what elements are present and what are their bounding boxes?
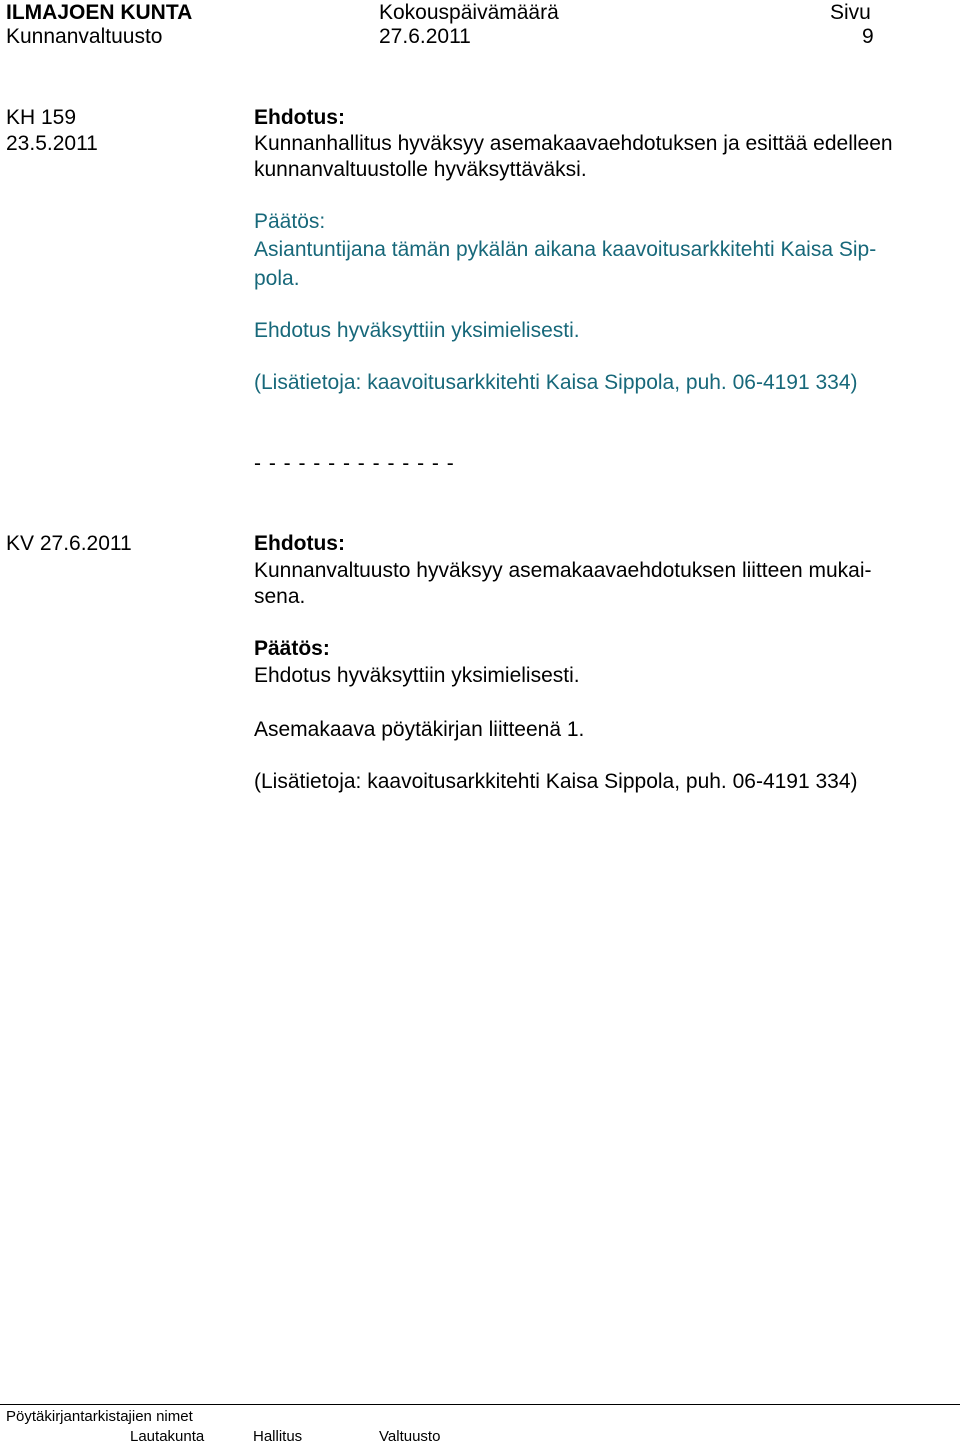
section1-ref: KH 159 (6, 106, 77, 129)
footer-col-government: Hallitus (253, 1428, 303, 1445)
municipality-name: ILMAJOEN KUNTA (6, 1, 193, 24)
footer-rule (0, 1404, 960, 1405)
footer-checkers-label: Pöytäkirjantarkistajien nimet (6, 1408, 193, 1425)
meeting-body: Kunnanvaltuusto (6, 25, 163, 48)
section1-decision-approved: Ehdotus hyväksyttiin yksimielisesti. (254, 319, 580, 342)
section2-proposal-line2: sena. (254, 585, 306, 608)
page-label: Sivu (830, 1, 871, 24)
meeting-date: 27.6.2011 (379, 25, 471, 48)
section-separator: - - - - - - - - - - - - - - (254, 452, 455, 475)
section1-date: 23.5.2011 (6, 132, 98, 155)
section1-decision-line2: pola. (254, 267, 300, 290)
meeting-date-label: Kokouspäivämäärä (379, 1, 559, 24)
section1-info: (Lisätietoja: kaavoitusarkkitehti Kaisa Sippola, puh. 06-4191 334) (254, 371, 858, 394)
section1-decision-line1: Asiantuntijana tämän pykälän aikana kaavoitusarkkitehti Kaisa Sip- (254, 238, 877, 261)
section1-proposal-line1: Kunnanhallitus hyväksyy asemakaavaehdotuksen ja esittää edelleen (254, 132, 893, 155)
section2-info: (Lisätietoja: kaavoitusarkkitehti Kaisa Sippola, puh. 06-4191 334) (254, 770, 858, 793)
section1-decision-heading: Päätös: (254, 210, 326, 233)
section2-ref: KV 27.6.2011 (6, 532, 132, 555)
footer-col-board: Lautakunta (130, 1428, 205, 1445)
section2-decision-heading: Päätös: (254, 637, 330, 660)
section1-proposal-line2: kunnanvaltuustolle hyväksyttäväksi. (254, 158, 587, 181)
section2-decision-approved: Ehdotus hyväksyttiin yksimielisesti. (254, 664, 580, 687)
section2-proposal-heading: Ehdotus: (254, 532, 345, 555)
section2-attachment: Asemakaava pöytäkirjan liitteenä 1. (254, 718, 585, 741)
section1-proposal-heading: Ehdotus: (254, 106, 345, 129)
section2-proposal-line1: Kunnanvaltuusto hyväksyy asemakaavaehdotuksen liitteen mukai- (254, 559, 872, 582)
page-number: 9 (862, 25, 874, 48)
footer-col-council: Valtuusto (379, 1428, 441, 1445)
